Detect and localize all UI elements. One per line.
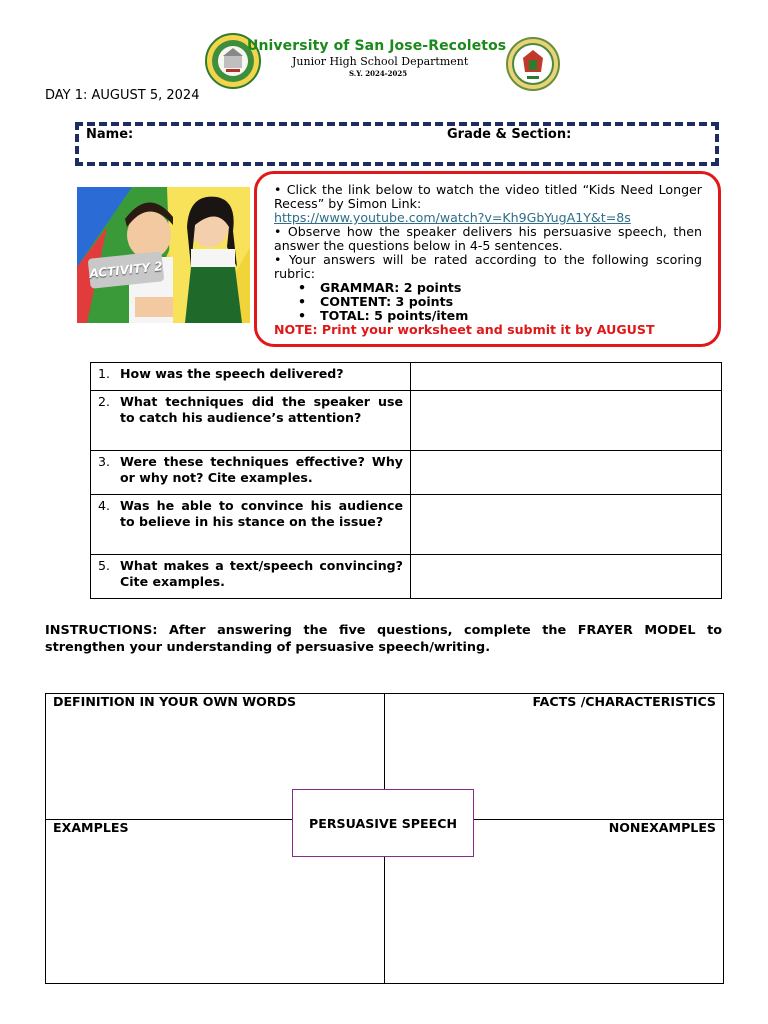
table-row [91, 363, 722, 391]
question-text: What makes a text/speech convincing? Cite examples. [120, 558, 403, 589]
youtube-link[interactable]: https://www.youtube.com/watch?v=Kh9GbYugA1Y&t=8s [274, 210, 631, 225]
table-row [91, 451, 722, 495]
answer-cell[interactable] [411, 363, 722, 391]
jhs-department-logo [505, 36, 563, 90]
university-name: University of San Jose-Recoletos [247, 38, 507, 54]
question-number: 5. [98, 558, 111, 573]
questions-table [90, 362, 722, 599]
rubric-total: • TOTAL: 5 points/item [320, 309, 702, 323]
activity-illustration [77, 187, 250, 323]
rubric-list [274, 281, 702, 323]
day-date: DAY 1: AUGUST 5, 2024 [45, 88, 200, 103]
rubric-grammar: • GRAMMAR: 2 points [320, 281, 702, 295]
frayer-nonexamples-label: NONEXAMPLES [608, 820, 716, 835]
instruction-rubric: • Your answers will be rated according to the following scoring rubric: [274, 252, 702, 281]
instructions-box [254, 171, 721, 347]
frayer-definition-label: DEFINITION IN YOUR OWN WORDS [53, 694, 297, 709]
question-text: Were these techniques effective? Why or why not? Cite examples. [120, 454, 403, 485]
frayer-instructions: INSTRUCTIONS: After answering the five questions, complete the FRAYER MODEL to strengthen your understanding of persuasive speech/writing. [45, 623, 722, 655]
name-grade-box [75, 122, 719, 166]
question-number: 4. [98, 498, 111, 513]
frayer-center-topic: PERSUASIVE SPEECH [292, 789, 474, 857]
school-year: S.Y. 2024-2025 [349, 69, 408, 78]
submission-note: NOTE: Print your worksheet and submit it by AUGUST [274, 322, 655, 337]
instruction-observe: • Observe how the speaker delivers his persuasive speech, then answer the questions below in 4-5 sentences. [274, 224, 702, 253]
table-row [91, 495, 722, 555]
name-label: Name: [86, 127, 134, 142]
activity-badge: ACTIVITY 2 [88, 251, 165, 289]
table-row [91, 555, 722, 599]
grade-section-label: Grade & Section: [447, 127, 572, 142]
question-text: How was the speech delivered? [120, 366, 344, 381]
question-text: Was he able to convince his audience to believe in his stance on the issue? [120, 498, 403, 529]
department-name: Junior High School Department [292, 55, 469, 68]
answer-cell[interactable] [411, 495, 722, 555]
frayer-facts-label: FACTS /CHARACTERISTICS [532, 694, 716, 709]
question-number: 2. [98, 394, 111, 409]
answer-cell[interactable] [411, 451, 722, 495]
question-number: 3. [98, 454, 111, 469]
instruction-watch-video: • Click the link below to watch the video titled “Kids Need Longer Recess” by Simon Link: [274, 182, 702, 211]
frayer-examples-label: EXAMPLES [53, 820, 129, 835]
question-number: 1. [98, 366, 111, 381]
answer-cell[interactable] [411, 391, 722, 451]
table-row [91, 391, 722, 451]
rubric-content: • CONTENT: 3 points [320, 295, 702, 309]
question-text: What techniques did the speaker use to catch his audience’s attention? [120, 394, 403, 425]
answer-cell[interactable] [411, 555, 722, 599]
